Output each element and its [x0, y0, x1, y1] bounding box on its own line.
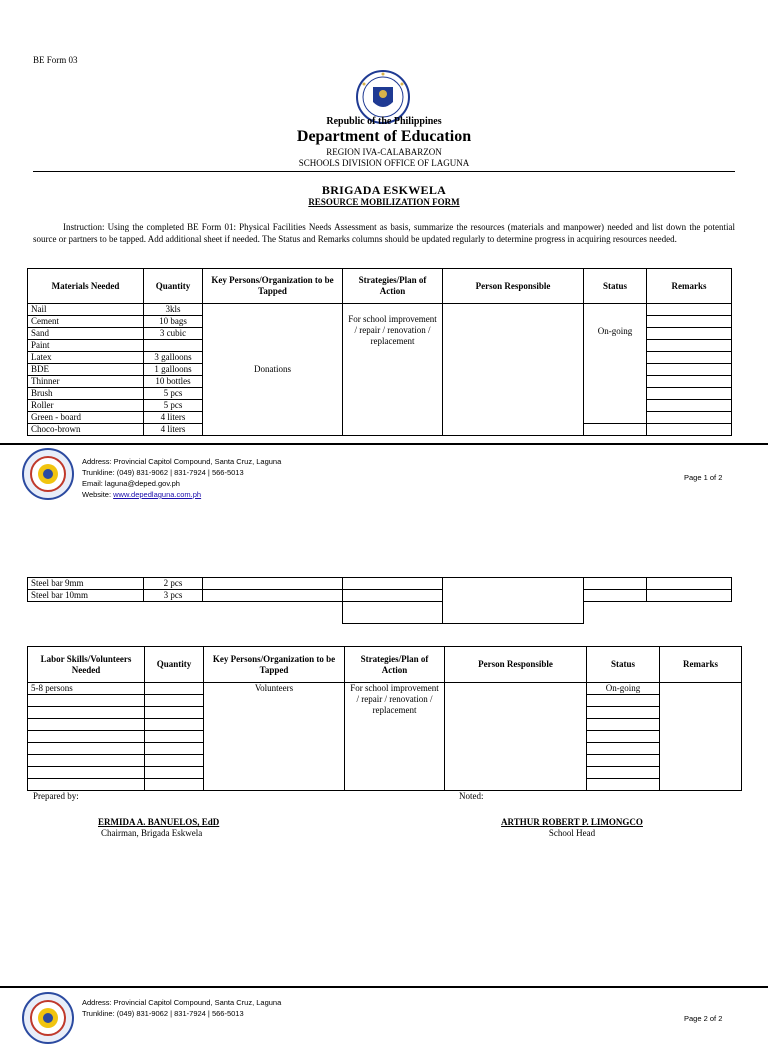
division-label: SCHOOLS DIVISION OFFICE OF LAGUNA	[298, 158, 470, 168]
form-title: BRIGADA ESKWELA	[321, 183, 447, 197]
department-title: Department of Education	[296, 128, 472, 145]
status-cell	[584, 590, 647, 602]
remarks-cell	[647, 590, 732, 602]
materials-header-remarks: Remarks	[647, 269, 732, 304]
labor-key-persons: Volunteers	[204, 683, 345, 791]
labor-need: 5-8 persons	[28, 683, 145, 695]
remarks-cell	[647, 424, 732, 436]
labor-header-quantity: Quantity	[145, 647, 204, 683]
material-quantity: 3 galloons	[144, 352, 203, 364]
materials-header-key-persons: Key Persons/Organization to be Tapped	[203, 269, 343, 304]
remarks-cell	[647, 388, 732, 400]
noted-by-name: ARTHUR ROBERT P. LIMONGCO	[501, 817, 643, 827]
header-divider	[33, 171, 735, 172]
table-row	[28, 590, 732, 602]
status-cell	[584, 424, 647, 436]
footer-address-block	[82, 997, 281, 1019]
labor-person-responsible	[445, 683, 587, 791]
footer-address-block	[82, 456, 281, 500]
prepared-by-title: Chairman, Brigada Eskwela	[101, 828, 203, 838]
materials-person-responsible	[443, 304, 584, 436]
materials-header-materials: Materials Needed	[28, 269, 144, 304]
labor-strategy: For school improvement / repair / renovation / replacement	[345, 683, 445, 791]
material-name: Roller	[28, 400, 144, 412]
labor-header-status: Status	[587, 647, 660, 683]
material-quantity: 10 bags	[144, 316, 203, 328]
materials-continued-table	[27, 577, 732, 624]
remarks-cell	[647, 328, 732, 340]
material-name: Nail	[28, 304, 144, 316]
labor-header-strategies: Strategies/Plan of Action	[345, 647, 445, 683]
material-name: BDE	[28, 364, 144, 376]
footer-trunkline: Trunkline: (049) 831-9062 | 831-7924 | 566-5013	[82, 468, 244, 477]
division-laguna-logo-icon	[22, 448, 74, 500]
material-quantity: 4 liters	[144, 424, 203, 436]
footer-website-link[interactable]: www.depedlaguna.com.ph	[113, 490, 202, 499]
table-row	[28, 602, 732, 624]
materials-header-status: Status	[584, 269, 647, 304]
labor-header-skills: Labor Skills/Volunteers Needed	[28, 647, 145, 683]
material-quantity: 3kls	[144, 304, 203, 316]
labor-status: On-going	[587, 683, 660, 695]
remarks-cell	[647, 364, 732, 376]
footer-website-label: Website:	[82, 490, 114, 499]
prepared-by-label: Prepared by:	[33, 791, 79, 801]
material-name: Choco-brown	[28, 424, 144, 436]
table-row	[28, 683, 742, 695]
strategy-cell	[343, 578, 443, 590]
table-row	[28, 304, 732, 316]
region-label: REGION IVA-CALABARZON	[326, 147, 442, 157]
prepared-by-name: ERMIDA A. BANUELOS, EdD	[98, 817, 220, 827]
material-name: Steel bar 10mm	[28, 590, 144, 602]
footer-trunkline: Trunkline: (049) 831-9062 | 831-7924 | 566-5013	[82, 1009, 244, 1018]
materials-strategy: For school improvement / repair / renovation / replacement	[343, 304, 443, 436]
remarks-cell	[647, 340, 732, 352]
material-name: Green - board	[28, 412, 144, 424]
material-quantity: 1 galloons	[144, 364, 203, 376]
materials-key-persons: Donations	[203, 304, 343, 436]
table-row	[28, 578, 732, 590]
labor-quantity	[145, 683, 204, 695]
footer-address: Address: Provincial Capitol Compound, Santa Cruz, Laguna	[82, 998, 282, 1007]
remarks-cell	[647, 316, 732, 328]
material-quantity: 5 pcs	[144, 400, 203, 412]
remarks-cell	[647, 400, 732, 412]
material-name: Steel bar 9mm	[28, 578, 144, 590]
labor-table	[27, 646, 742, 791]
footer-website	[82, 489, 281, 500]
form-subtitle: RESOURCE MOBILIZATION FORM	[308, 197, 460, 207]
material-quantity: 3 cubic	[144, 328, 203, 340]
footer-address: Address: Provincial Capitol Compound, Santa Cruz, Laguna	[82, 457, 282, 466]
instruction-text: Instruction: Using the completed BE Form 01: Physical Facilities Needs Assessment as basis, summarize the resources (materials and manpower) needed and list down the potential source or partners to be tapped. Add additional sheet if needed. The Status and Remarks columns should be updated regularly to determine progress in acquiring resources needed.	[33, 222, 735, 244]
labor-header-key-persons: Key Persons/Organization to be Tapped	[204, 647, 345, 683]
person-responsible-cell	[443, 578, 584, 624]
footer-email: Email: laguna@deped.gov.ph	[82, 479, 180, 488]
remarks-cell	[647, 578, 732, 590]
material-quantity: 10 bottles	[144, 376, 203, 388]
materials-header-person-responsible: Person Responsible	[443, 269, 584, 304]
remarks-cell	[647, 412, 732, 424]
material-name: Latex	[28, 352, 144, 364]
material-name: Paint	[28, 340, 144, 352]
footer-divider	[0, 986, 768, 988]
strategy-cell	[343, 602, 443, 624]
page-number: Page 2 of 2	[684, 1014, 723, 1023]
materials-table	[27, 268, 732, 436]
material-quantity: 2 pcs	[144, 578, 203, 590]
status-cell	[584, 578, 647, 590]
remarks-cell	[647, 352, 732, 364]
key-persons-cell	[203, 578, 343, 590]
page-number: Page 1 of 2	[684, 473, 723, 482]
material-quantity	[144, 340, 203, 352]
materials-status: On-going	[584, 304, 647, 424]
republic-label: Republic of the Philippines	[326, 116, 442, 127]
materials-header-quantity: Quantity	[144, 269, 203, 304]
form-number: BE Form 03	[33, 55, 78, 65]
material-quantity: 5 pcs	[144, 388, 203, 400]
remarks-cell	[647, 304, 732, 316]
labor-header-remarks: Remarks	[660, 647, 742, 683]
labor-remarks	[660, 683, 742, 791]
material-quantity: 4 liters	[144, 412, 203, 424]
noted-by-title: School Head	[548, 828, 596, 838]
noted-label: Noted:	[459, 791, 484, 801]
material-quantity: 3 pcs	[144, 590, 203, 602]
key-persons-cell	[203, 590, 343, 602]
footer-divider	[0, 443, 768, 445]
material-name: Cement	[28, 316, 144, 328]
material-name: Thinner	[28, 376, 144, 388]
remarks-cell	[647, 376, 732, 388]
materials-header-strategies: Strategies/Plan of Action	[343, 269, 443, 304]
labor-header-person-responsible: Person Responsible	[445, 647, 587, 683]
material-name: Sand	[28, 328, 144, 340]
division-laguna-logo-icon	[22, 992, 74, 1044]
strategy-cell	[343, 590, 443, 602]
material-name: Brush	[28, 388, 144, 400]
